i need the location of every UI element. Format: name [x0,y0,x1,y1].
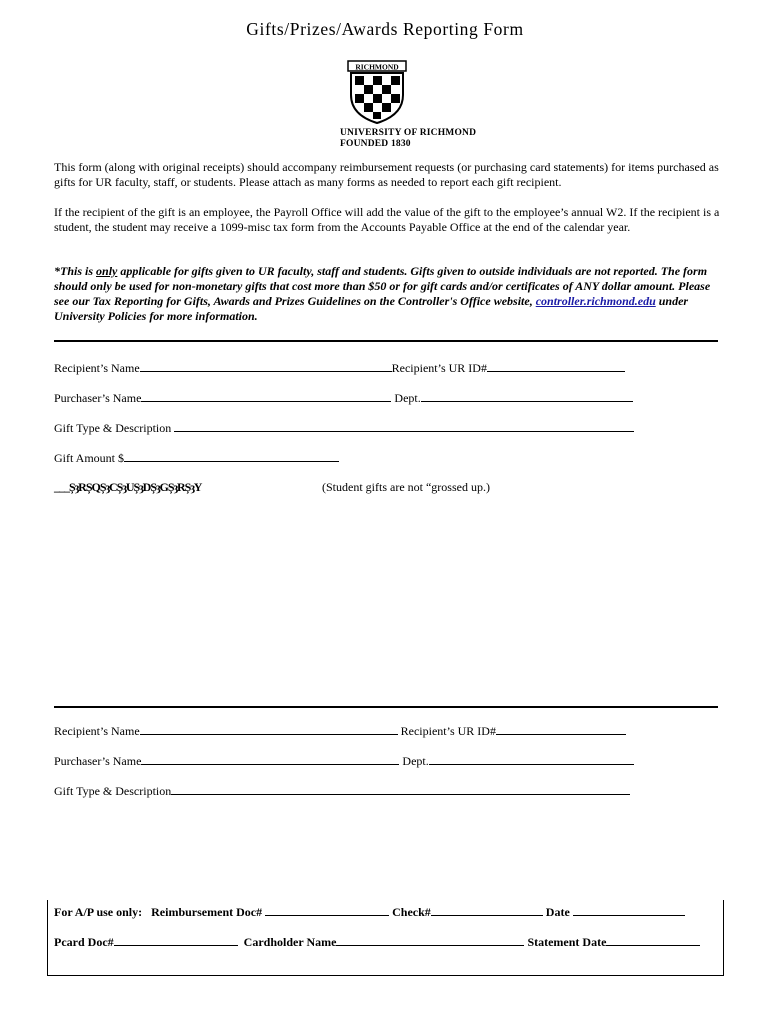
s1-gift-type-label: Gift Type & Description [54,421,172,435]
university-line-2: FOUNDED 1830 [340,139,411,149]
ap-pcard-doc-label: Pcard Doc# [54,935,114,949]
s2-recipient-name-label: Recipient’s Name [54,724,140,738]
section-divider-2 [54,706,718,708]
s1-gift-amount-label: Gift Amount $ [54,451,125,465]
controller-website-link[interactable]: controller.richmond.edu [535,294,656,308]
s1-recipient-id-field[interactable] [487,360,625,372]
ap-check-field[interactable] [431,904,543,916]
s1-recipient-id-label: Recipient’s UR ID# [391,361,487,375]
s2-purchaser-row [54,753,634,769]
s2-dept-field[interactable] [429,753,634,765]
s1-purchaser-name-field[interactable] [141,390,391,402]
s2-recipient-id-field[interactable] [496,723,626,735]
s1-gift-amount-field[interactable] [124,450,339,462]
ap-statement-date-label: Statement Date [527,935,607,949]
ap-cardholder-field[interactable] [336,934,524,946]
section-divider-1 [54,340,718,342]
note-part-2: applicable for gifts given to UR faculty, staff and students. Gifts given to outside individuals are not reported. The form should only be used for non-monetary gifts that cost more than $50 or for gift cards and/or certificates of ANY dollar amount. Please see our Tax Reporting for Gifts, Awards and Prizes Guidelines on the Controller's Office website, [54,264,711,308]
s1-recipient-name-row [54,360,625,376]
s1-recipient-name-label: Recipient’s Name [54,361,140,375]
s2-purchaser-name-label: Purchaser’s Name [54,754,142,768]
ap-row-2 [54,934,700,950]
ap-date-label: Date [545,905,570,919]
s1-recipient-name-field[interactable] [140,360,392,372]
s1-gift-amount-row [54,450,339,466]
s2-gift-type-field[interactable] [171,783,630,795]
ap-statement-date-field[interactable] [606,934,700,946]
s1-garbled-checkbox-text: ___ȘȝRȘQȘȝCȘȝUȘȝDȘȝGȘȝRȘȝY [54,480,202,494]
ap-check-label: Check# [392,905,431,919]
reporting-note [54,264,722,324]
note-part-1: *This is [54,264,97,278]
s2-recipient-name-field[interactable] [140,723,398,735]
logo-banner-text: RICHMOND [355,62,399,72]
university-name [340,128,476,150]
ap-pcard-doc-field[interactable] [114,934,238,946]
s2-purchaser-name-field[interactable] [141,753,399,765]
s1-gift-type-field[interactable] [174,420,634,432]
s1-dept-field[interactable] [421,390,633,402]
intro-paragraph-2: If the recipient of the gift is an employee, the Payroll Office will add the value of the gift to the employee’s annual W2. If the recipient is a student, the student may receive a 1099-misc tax form from the Accounts Payable Office at the end of the calendar year. [54,205,720,234]
s1-purchaser-name-label: Purchaser’s Name [54,391,142,405]
ap-for-ap-label: For A/P use only: [54,905,143,919]
s2-dept-label: Dept. [402,754,429,768]
note-only: only [96,264,118,278]
note-part-3: under University Policies for more information. [54,294,689,323]
s1-gift-type-row [54,420,634,436]
s1-purchaser-row [54,390,633,406]
s2-gift-type-row [54,783,630,799]
ap-cardholder-label: Cardholder Name [243,935,337,949]
s1-student-note: (Student gifts are not “grossed up.) [322,480,490,494]
s2-recipient-id-label: Recipient’s UR ID# [400,724,496,738]
ap-row-1 [54,904,685,920]
s2-gift-type-label: Gift Type & Description [54,784,172,798]
form-title: Gifts/Prizes/Awards Reporting Form [246,19,524,39]
ap-reimb-doc-field[interactable] [265,904,389,916]
ap-reimb-doc-label: Reimbursement Doc# [151,905,263,919]
s2-recipient-name-row [54,723,626,739]
university-line-1: UNIVERSITY OF RICHMOND [340,128,477,138]
s1-dept-label: Dept. [394,391,421,405]
intro-paragraph-1: This form (along with original receipts) should accompany reimbursement requests (or purchasing card statements) for items purchased as gifts for UR faculty, staff, or students. Please attach as many forms as needed to report each gift recipient. [54,160,719,189]
ap-date-field[interactable] [573,904,685,916]
university-crest-logo [346,59,408,125]
